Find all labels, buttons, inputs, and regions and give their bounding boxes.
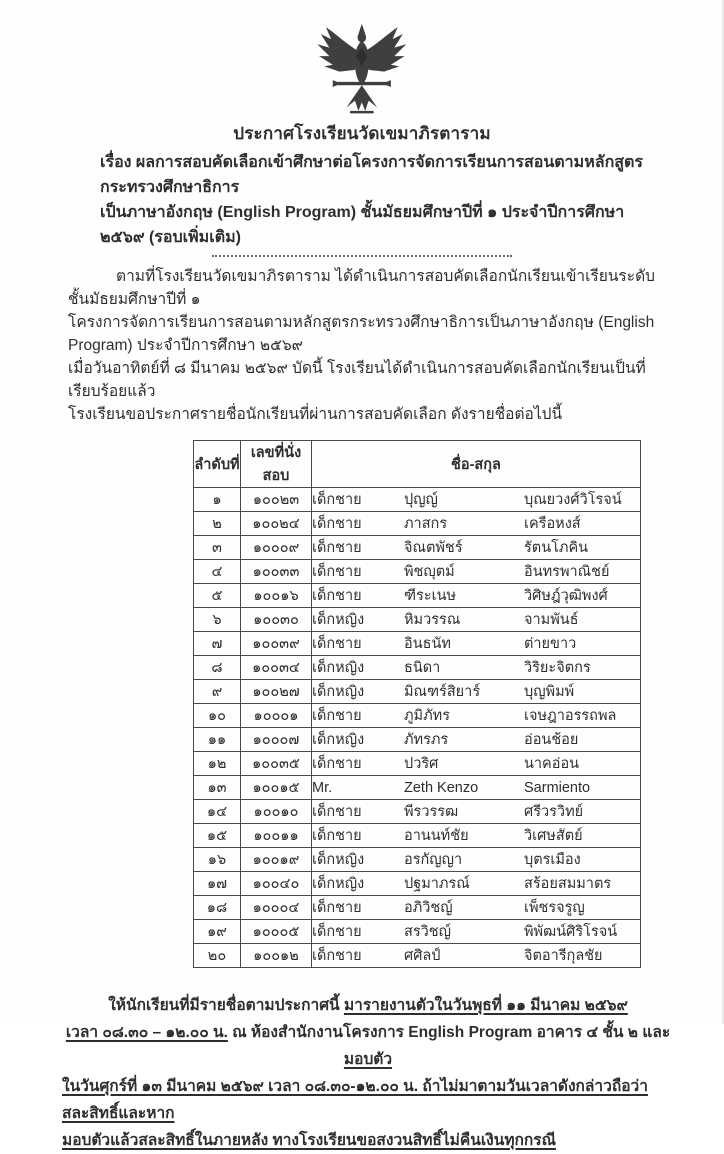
table-row bbox=[194, 512, 641, 536]
footer-emphasis-text: มอบตัว bbox=[343, 1051, 393, 1068]
footer-emphasis-text: เวลา ๐๘.๓๐ – ๑๒.๐๐ น. bbox=[65, 1024, 228, 1041]
name-title: เด็กชาย bbox=[312, 900, 362, 916]
cell-full-name bbox=[312, 488, 641, 512]
name-last: จิตอารีกุลชัย bbox=[524, 948, 603, 964]
subject-line-2: เป็นภาษาอังกฤษ (English Program) ชั้นมัธยมศึกษาปีที่ ๑ ประจำปีการศึกษา ๒๕๖๙ (รอบเพิ่มเติม) bbox=[100, 204, 625, 246]
footer-line bbox=[62, 1019, 674, 1073]
name-first: ภูมิภัทร bbox=[404, 708, 451, 724]
name-title: เด็กชาย bbox=[312, 492, 362, 508]
table-row bbox=[194, 608, 641, 632]
name-first: พิชญุตม์ bbox=[404, 564, 455, 580]
cell-full-name bbox=[312, 944, 641, 968]
cell-full-name bbox=[312, 752, 641, 776]
table-row bbox=[194, 656, 641, 680]
cell-row-number: ๑๐ bbox=[194, 704, 241, 728]
table-row bbox=[194, 800, 641, 824]
cell-seat-number: ๑๐๐๐๙ bbox=[241, 536, 312, 560]
cell-full-name bbox=[312, 776, 641, 800]
name-last: นาคอ่อน bbox=[524, 756, 580, 772]
name-first: ธนิดา bbox=[404, 660, 441, 676]
cell-full-name bbox=[312, 800, 641, 824]
body-line: ตามที่โรงเรียนวัดเขมาภิรตาราม ได้ดำเนินการสอบคัดเลือกนักเรียนเข้าเรียนระดับชั้นมัธยมศึกษาปีที่ ๑ bbox=[68, 268, 655, 308]
name-first: อภิวิชญ์ bbox=[404, 900, 453, 916]
cell-row-number: ๑๒ bbox=[194, 752, 241, 776]
name-first: ฑีระเนษ bbox=[404, 588, 457, 604]
table-row bbox=[194, 560, 641, 584]
cell-seat-number: ๑๐๐๒๗ bbox=[241, 680, 312, 704]
column-header-seat: เลขที่นั่งสอบ bbox=[241, 441, 312, 488]
name-first: อานนท์ชัย bbox=[404, 828, 469, 844]
name-last: อินทรพาณิชย์ bbox=[524, 564, 610, 580]
cell-row-number: ๒๐ bbox=[194, 944, 241, 968]
table-row bbox=[194, 872, 641, 896]
name-last: บุญพิมพ์ bbox=[524, 684, 575, 700]
cell-row-number: ๖ bbox=[194, 608, 241, 632]
name-last: พิพัฒน์ศิริโรจน์ bbox=[524, 924, 618, 940]
table-row bbox=[194, 848, 641, 872]
name-last: เพ็ชรจรูญ bbox=[524, 900, 585, 916]
name-title: เด็กหญิง bbox=[312, 852, 365, 868]
cell-seat-number: ๑๐๐๑๐ bbox=[241, 800, 312, 824]
cell-row-number: ๗ bbox=[194, 632, 241, 656]
cell-row-number: ๑๗ bbox=[194, 872, 241, 896]
name-first: จิณตพัชร์ bbox=[404, 540, 463, 556]
cell-row-number: ๑๕ bbox=[194, 824, 241, 848]
name-first: อินธนัท bbox=[404, 636, 451, 652]
name-last: วิศิษฎ์วุฒิพงศ์ bbox=[524, 588, 608, 604]
name-title: Mr. bbox=[312, 779, 333, 796]
results-table-body bbox=[194, 488, 641, 968]
name-title: เด็กชาย bbox=[312, 708, 362, 724]
body-line: โรงเรียนขอประกาศรายชื่อนักเรียนที่ผ่านการสอบคัดเลือก ดังรายชื่อต่อไปนี้ bbox=[68, 406, 563, 423]
table-row bbox=[194, 680, 641, 704]
name-last: จามพันธ์ bbox=[524, 612, 579, 628]
name-title: เด็กหญิง bbox=[312, 684, 365, 700]
table-row bbox=[194, 728, 641, 752]
cell-seat-number: ๑๐๐๑๖ bbox=[241, 584, 312, 608]
table-row bbox=[194, 584, 641, 608]
name-last: วิเศษสัตย์ bbox=[524, 828, 583, 844]
subject-line-1: เรื่อง ผลการสอบคัดเลือกเข้าศึกษาต่อโครงการจัดการเรียนการสอนตามหลักสูตรกระทรวงศึกษาธิการ bbox=[100, 154, 643, 196]
name-last: รัตนโภคิน bbox=[524, 540, 589, 556]
cell-row-number: ๑๙ bbox=[194, 920, 241, 944]
name-title: เด็กชาย bbox=[312, 828, 362, 844]
cell-row-number: ๑๑ bbox=[194, 728, 241, 752]
column-header-no: ลำดับที่ bbox=[194, 441, 241, 488]
cell-row-number: ๑ bbox=[194, 488, 241, 512]
footer-emphasis-text: มารายงานตัวในวันพุธที่ ๑๑ มีนาคม ๒๕๖๙ bbox=[343, 997, 628, 1014]
results-table-header bbox=[194, 441, 641, 488]
cell-full-name bbox=[312, 608, 641, 632]
cell-full-name bbox=[312, 896, 641, 920]
cell-row-number: ๕ bbox=[194, 584, 241, 608]
table-row bbox=[194, 536, 641, 560]
cell-full-name bbox=[312, 824, 641, 848]
name-title: เด็กชาย bbox=[312, 516, 362, 532]
name-first: ปฐมาภรณ์ bbox=[404, 876, 470, 892]
body-paragraph bbox=[68, 265, 666, 426]
cell-row-number: ๑๘ bbox=[194, 896, 241, 920]
cell-seat-number: ๑๐๐๑๑ bbox=[241, 824, 312, 848]
name-title: เด็กชาย bbox=[312, 540, 362, 556]
cell-seat-number: ๑๐๐๓๐ bbox=[241, 608, 312, 632]
cell-seat-number: ๑๐๐๓๙ bbox=[241, 632, 312, 656]
name-title: เด็กชาย bbox=[312, 924, 362, 940]
cell-full-name bbox=[312, 656, 641, 680]
table-row bbox=[194, 824, 641, 848]
cell-full-name bbox=[312, 728, 641, 752]
dotted-divider bbox=[212, 254, 512, 257]
name-first: ศศิลป์ bbox=[404, 948, 441, 964]
cell-seat-number: ๑๐๐๓๓ bbox=[241, 560, 312, 584]
cell-seat-number: ๑๐๐๐๕ bbox=[241, 920, 312, 944]
name-last: Sarmiento bbox=[524, 779, 591, 796]
cell-row-number: ๑๓ bbox=[194, 776, 241, 800]
name-last: วิริยะจิตกร bbox=[524, 660, 591, 676]
table-row bbox=[194, 920, 641, 944]
cell-row-number: ๘ bbox=[194, 656, 241, 680]
cell-seat-number: ๑๐๐๓๕ bbox=[241, 752, 312, 776]
name-last: อ่อนช้อย bbox=[524, 732, 579, 748]
name-title: เด็กชาย bbox=[312, 588, 362, 604]
footer-instructions bbox=[62, 992, 674, 1154]
cell-full-name bbox=[312, 632, 641, 656]
name-title: เด็กชาย bbox=[312, 564, 362, 580]
name-last: ศรีวรวิทย์ bbox=[524, 804, 584, 820]
page-title: ประกาศโรงเรียนวัดเขมาภิรตาราม bbox=[233, 124, 491, 143]
cell-seat-number: ๑๐๐๔๐ bbox=[241, 872, 312, 896]
cell-seat-number: ๑๐๐๐๑ bbox=[241, 704, 312, 728]
name-first: ปุญญ์ bbox=[404, 492, 438, 508]
footer-line bbox=[62, 1073, 674, 1127]
cell-full-name bbox=[312, 920, 641, 944]
footer-emphasis-text: มอบตัวแล้วสละสิทธิ์ในภายหลัง ทางโรงเรียนขอสงวนสิทธิ์ไม่คืนเงินทุกกรณี bbox=[62, 1132, 557, 1149]
name-last: บุตรเมือง bbox=[524, 852, 581, 868]
name-first: มิณฑร์สิยาร์ bbox=[404, 684, 481, 700]
cell-seat-number: ๑๐๐๒๓ bbox=[241, 488, 312, 512]
cell-seat-number: ๑๐๐๒๔ bbox=[241, 512, 312, 536]
table-row bbox=[194, 776, 641, 800]
table-row bbox=[194, 944, 641, 968]
cell-full-name bbox=[312, 848, 641, 872]
name-first: อรกัญญา bbox=[404, 852, 463, 868]
results-table bbox=[193, 440, 641, 968]
cell-full-name bbox=[312, 560, 641, 584]
cell-full-name bbox=[312, 680, 641, 704]
cell-row-number: ๙ bbox=[194, 680, 241, 704]
name-title: เด็กชาย bbox=[312, 756, 362, 772]
table-row bbox=[194, 704, 641, 728]
name-first: ปวริศ bbox=[404, 756, 439, 772]
name-title: เด็กหญิง bbox=[312, 732, 365, 748]
cell-full-name bbox=[312, 512, 641, 536]
cell-row-number: ๑๖ bbox=[194, 848, 241, 872]
cell-full-name bbox=[312, 536, 641, 560]
name-first: หิมวรรณ bbox=[404, 612, 461, 628]
name-title: เด็กชาย bbox=[312, 804, 362, 820]
name-title: เด็กหญิง bbox=[312, 612, 365, 628]
cell-row-number: ๑๔ bbox=[194, 800, 241, 824]
subject-block bbox=[100, 150, 664, 250]
name-last: สร้อยสมมาตร bbox=[524, 876, 612, 892]
name-title: เด็กหญิง bbox=[312, 660, 365, 676]
name-title: เด็กหญิง bbox=[312, 876, 365, 892]
name-last: เจษฎาอรรถพล bbox=[524, 708, 617, 724]
footer-line bbox=[62, 1127, 674, 1154]
name-last: ต่ายขาว bbox=[524, 636, 577, 652]
column-header-name: ชื่อ-สกุล bbox=[312, 441, 641, 488]
name-first: พีรวรรฒ bbox=[404, 804, 459, 820]
name-first: ภาสกร bbox=[404, 516, 448, 532]
cell-full-name bbox=[312, 872, 641, 896]
cell-seat-number: ๑๐๐๑๙ bbox=[241, 848, 312, 872]
footer-text: ให้นักเรียนที่มีรายชื่อตามประกาศนี้ bbox=[108, 997, 344, 1014]
table-row bbox=[194, 488, 641, 512]
footer-line bbox=[62, 992, 674, 1019]
cell-row-number: ๒ bbox=[194, 512, 241, 536]
footer-text: ณ ห้องสำนักงานโครงการ English Program อาคาร ๔ ชั้น ๒ และ bbox=[227, 1024, 671, 1041]
cell-row-number: ๔ bbox=[194, 560, 241, 584]
body-line: โครงการจัดการเรียนการสอนตามหลักสูตรกระทรวงศึกษาธิการเป็นภาษาอังกฤษ (English Program) ประจำปีการศึกษา ๒๕๖๙ bbox=[68, 314, 655, 354]
name-first: Zeth Kenzo bbox=[404, 779, 479, 796]
cell-full-name bbox=[312, 704, 641, 728]
table-row bbox=[194, 632, 641, 656]
name-title: เด็กชาย bbox=[312, 636, 362, 652]
name-first: สรวิชญ์ bbox=[404, 924, 451, 940]
cell-seat-number: ๑๐๐๑๕ bbox=[241, 776, 312, 800]
cell-seat-number: ๑๐๐๐๔ bbox=[241, 896, 312, 920]
garuda-emblem bbox=[0, 22, 724, 118]
name-last: เครือหงส์ bbox=[524, 516, 581, 532]
cell-full-name bbox=[312, 584, 641, 608]
body-line: เมื่อวันอาทิตย์ที่ ๘ มีนาคม ๒๕๖๙ บัดนี้ โรงเรียนได้ดำเนินการสอบคัดเลือกนักเรียนเป็นที่เรียบร้อยแล้ว bbox=[68, 360, 646, 400]
name-last: บุณยวงศ์วิโรจน์ bbox=[524, 492, 622, 508]
cell-seat-number: ๑๐๐๓๔ bbox=[241, 656, 312, 680]
cell-seat-number: ๑๐๐๑๒ bbox=[241, 944, 312, 968]
name-first: ภัทรภร bbox=[404, 732, 449, 748]
name-title: เด็กชาย bbox=[312, 948, 362, 964]
table-row bbox=[194, 896, 641, 920]
table-row bbox=[194, 752, 641, 776]
cell-row-number: ๓ bbox=[194, 536, 241, 560]
cell-seat-number: ๑๐๐๐๗ bbox=[241, 728, 312, 752]
footer-emphasis-text: ในวันศุกร์ที่ ๑๓ มีนาคม ๒๕๖๙ เวลา ๐๘.๓๐-๑๒.๐๐ น. ถ้าไม่มาตามวันเวลาดังกล่าวถือว่าสละสิทธิ์และหาก bbox=[62, 1078, 648, 1122]
